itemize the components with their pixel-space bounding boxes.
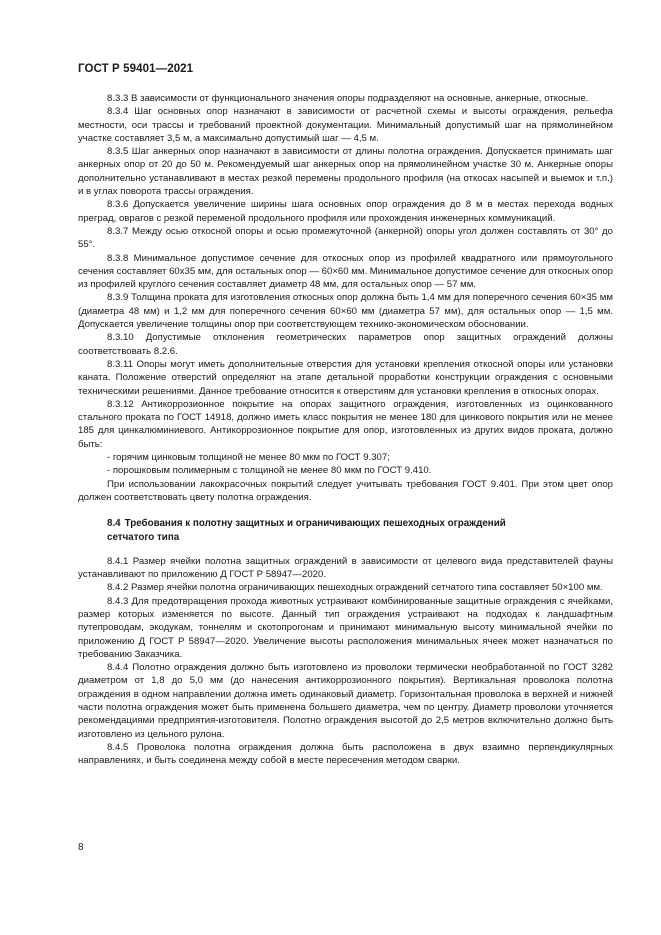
paragraph-8-3-8: 8.3.8 Минимальное допустимое сечение для откосных опор из профилей квадратного или прямоугольного сечения составляет 60х35 мм, для остальных опор — 60×60 мм. Минимальное допустимое сечение для откосных опор из профилей круглого сечения составляет диаметр 48 мм, для остальных опор — 57 мм. <box>78 252 613 291</box>
paragraph-8-4-4: 8.4.4 Полотно ограждения должно быть изготовлено из проволоки термически необработанной по ГОСТ 3282 диаметром от 1,8 до 5,0 мм (до нанесения антикоррозионного покрытия). Вертикальная проволока полотна ограждения в одном направлении должна иметь одинаковый диаметр. Горизонтальная проволока в верхней и нижней части полотна ограждения может быть применена большего диаметра, чем по центру. Диаметр проволоки уточняется рекомендациями предприятия-изготовителя. Полотно ограждения высотой до 2,5 метров включительно должно быть изготовлено из цельного рулона. <box>78 662 613 740</box>
paragraph-8-4-1: 8.4.1 Размер ячейки полотна защитных ограждений в зависимости от целевого вида представителей фауны устанавливают по приложению Д ГОСТ Р 58947—2020. <box>78 555 613 581</box>
section-number: 8.4 <box>107 518 121 530</box>
paragraph-8-4-5: 8.4.5 Проволока полотна ограждения должна быть расположена в двух взаимно перпендикулярных направлениях, и быть соединена между собой в месте пересечения методом сварки. <box>78 741 613 767</box>
page-number: 8 <box>78 842 84 853</box>
paragraph-8-3-9: 8.3.9 Толщина проката для изготовления откосных опор должна быть 1,4 мм для поперечного сечения 60×35 мм (диаметра 48 мм) и 1,2 мм для поперечного сечения 60×60 мм (диаметра 57 мм), для остальных опор — 1,5 мм. Допускается увеличение толщины опор при соответствующем технико-экономическом обосновании. <box>78 292 613 331</box>
page-header: ГОСТ Р 59401—2021 <box>78 63 194 75</box>
paragraph-8-3-6: 8.3.6 Допускается увеличение ширины шага основных опор ограждения до 8 м в местах перехода водных преград, оврагов с резкой переменой продольного профиля или прохождения инженерных коммуникаций. <box>78 199 613 224</box>
list-item: - порошковым полимерным с толщиной не менее 80 мкм по ГОСТ 9.410. <box>107 465 432 477</box>
paragraph-8-4-3: 8.4.3 Для предотвращения прохода животных устраивают комбинированные защитные ограждения с ячейками, размер которых изменяется по высоте. Данный тип ограждения устраивают на подходах к ландшафтным путепроводам, экодукам, тоннелям и скотопрогонам и принимают минимальную высоту минимальной ячейки по приложению Д ГОСТ Р 58947—2020. Увеличение высоты расположения минимальных ячеек может назначаться по требованию Заказчика. <box>78 595 613 660</box>
document-body <box>78 92 613 768</box>
paragraph-coatings-note: При использовании лакокрасочных покрытий следует учитывать требования ГОСТ 9.401. При этом цвет опор должен соответствовать цвету полотна ограждения. <box>78 478 613 503</box>
paragraph-8-4-2: 8.4.2 Размер ячейки полотна ограничивающих пешеходных ограждений сетчатого типа составляет 50×100 мм. <box>107 582 603 594</box>
paragraph-8-3-4: 8.3.4 Шаг основных опор назначают в зависимости от расчетной схемы и высоты ограждения, рельефа местности, оси трассы и требований проектной документации. Минимальный допустимый шаг на прямолинейном участке составляет 3,5 м, а максимально допустимый шаг — 4,5 м. <box>78 106 613 144</box>
paragraph-8-3-5: 8.3.5 Шаг анкерных опор назначают в зависимости от длины полотна ограждения. Допускается принимать шаг анкерных опор от 20 до 50 м. Рекомендуемый шаг анкерных опор на прямолинейном участке 30 м. Анкерные опоры дополнительно устанавливают в местах резкой перемены продольного профиля (на откосах насыпей и выемок и т.п.) и в углах поворота трассы ограждения. <box>78 146 613 198</box>
list-item: - горячим цинковым толщиной не менее 80 мкм по ГОСТ 9.307; <box>107 452 390 464</box>
paragraph-8-3-11: 8.3.11 Опоры могут иметь дополнительные отверстия для установки крепления откосной опоры или установки каната. Положение отверстий определяют на этапе детальной проработки конструкции ограждения с основными техническими решениями. Данное требование относится к отверстиям для установки крепления в откосных опорах. <box>78 358 613 397</box>
section-heading-8-4 <box>78 517 613 544</box>
paragraph-8-3-12: 8.3.12 Антикоррозионное покрытие на опорах защитного ограждения, изготовленных из оцинкованного стального проката по ГОСТ 14918, должно иметь класс покрытия не менее 180 для цинкового покрытия или не менее 185 для цинкалюминиевого. Антикоррозионное покрытие для опор, изготовленных из других видов проката, должно быть: <box>78 398 613 450</box>
section-title-line2: сетчатого типа <box>107 531 180 543</box>
section-title-line1: Требования к полотну защитных и ограничивающих пешеходных ограждений <box>124 518 506 530</box>
paragraph-8-3-10: 8.3.10 Допустимые отклонения геометрических параметров опор защитных ограждений должны соответствовать 8.2.6. <box>78 332 613 357</box>
paragraph-8-3-7: 8.3.7 Между осью откосной опоры и осью промежуточной (анкерной) опоры угол должен составлять от 30° до 55°. <box>78 225 613 251</box>
paragraph-8-3-3: 8.3.3 В зависимости от функционального значения опоры подразделяют на основные, анкерные, откосные. <box>107 93 589 104</box>
